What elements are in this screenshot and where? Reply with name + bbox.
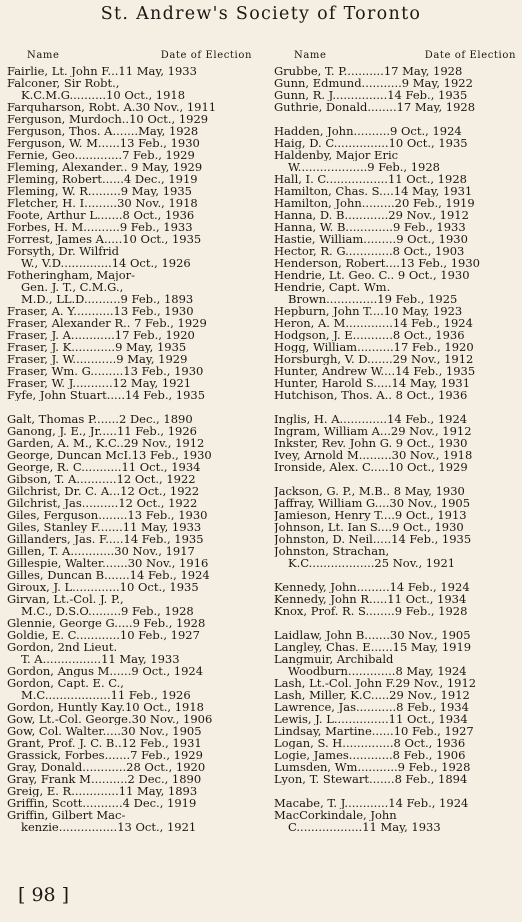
member-entry: Hanna, W. B.............9 Feb., 1933 [274, 221, 466, 233]
member-entry: Jamieson, Henry T....9 Oct., 1913 [274, 509, 467, 521]
member-entry: C..................11 May, 1933 [288, 821, 441, 833]
header-date: Date of Election [424, 50, 516, 61]
member-entry: Fotheringham, Major- [7, 269, 136, 281]
member-entry: Fraser, J. K............9 May, 1935 [7, 341, 187, 353]
member-entry: Macabe, T. J............14 Feb., 1924 [274, 797, 469, 809]
member-entry: Giroux, J. L.............10 Oct., 1935 [7, 581, 199, 593]
member-entry: Fraser, Alexander R.. 7 Feb., 1929 [7, 317, 207, 329]
member-entry: Jaffray, William G....30 Nov., 1905 [274, 497, 471, 509]
member-entry: Gray, Donald............28 Oct., 1920 [7, 761, 206, 773]
member-entry: Lumsden, Wm...........9 Feb., 1928 [274, 761, 471, 773]
member-entry: Knox, Prof. R. S........9 Feb., 1928 [274, 605, 468, 617]
member-entry: Johnston, Strachan, [274, 545, 390, 557]
page-number: [ 98 ] [18, 884, 70, 906]
header-name: Name [294, 50, 327, 61]
member-entry: Lash, Miller, K.C.....29 Nov., 1912 [274, 689, 470, 701]
member-entry: Laidlaw, John B.......30 Nov., 1905 [274, 629, 471, 641]
member-entry: Fleming, Alexander.. 9 May, 1929 [7, 161, 203, 173]
member-entry: Henderson, Robert....13 Feb., 1930 [274, 257, 480, 269]
member-entry: Ganong, J. E., Jr.....11 Feb., 1926 [7, 425, 198, 437]
member-entry: Girvan, Lt.-Col. J. P., [7, 593, 124, 605]
member-entry: Hodgson, J. E...........8 Oct., 1936 [274, 329, 465, 341]
member-entry: Hepburn, John T....10 May, 1923 [274, 305, 463, 317]
member-entry: Fraser, A. Y...........13 Feb., 1930 [7, 305, 194, 317]
member-entry: Woodburn.............8 May, 1924 [288, 665, 467, 677]
member-entry: Farquharson, Robt. A.30 Nov., 1911 [7, 101, 217, 113]
member-entry: Foote, Arthur L.......8 Oct., 1936 [7, 209, 195, 221]
member-entry: K.C..................25 Nov., 1921 [288, 557, 456, 569]
member-entry: Johnson, Lt. Ian S....9 Oct., 1930 [274, 521, 464, 533]
member-entry: Fraser, Wm. G.........13 Feb., 1930 [7, 365, 204, 377]
member-entry: Giles, Stanley F.......11 May, 1933 [7, 521, 202, 533]
member-entry: Ingram, William A...29 Nov., 1912 [274, 425, 472, 437]
member-entry: Grassick, Forbes.......7 Feb., 1929 [7, 749, 203, 761]
title-text: St. Andrew's Society of Toronto [100, 4, 422, 24]
member-entry: W., V.D..............14 Oct., 1926 [21, 257, 191, 269]
column-header [7, 50, 252, 65]
member-entry: Lash, Lt.-Col. John F.29 Nov., 1912 [274, 677, 477, 689]
member-entry: Kennedy, John.........14 Feb., 1924 [274, 581, 470, 593]
member-entry: Gillanders, Jas. F.....14 Feb., 1935 [7, 533, 204, 545]
member-entry: Hendrie, Lt. Geo. C.. 9 Oct., 1930 [274, 269, 470, 281]
member-entry: Hanna, D. B............29 Nov., 1912 [274, 209, 469, 221]
member-entry: Gen. J. T., C.M.G., [21, 281, 124, 293]
member-entry: Inglis, H. A.............14 Feb., 1924 [274, 413, 468, 425]
member-entry: Langmuir, Archibald [274, 653, 394, 665]
member-entry: Fyfe, John Stuart.....14 Feb., 1935 [7, 389, 206, 401]
member-entry: K.C.M.G..........10 Oct., 1918 [21, 89, 186, 101]
member-entry: Hall, I. C.................11 Oct., 1928 [274, 173, 467, 185]
member-entry: Ferguson, W. M......13 Feb., 1930 [7, 137, 200, 149]
member-entry: Fairlie, Lt. John F...11 May, 1933 [7, 65, 197, 77]
member-entry: Hamilton, Chas. S....14 May, 1931 [274, 185, 473, 197]
member-entry: Goldie, E. C............10 Feb., 1927 [7, 629, 200, 641]
member-entry: MacCorkindale, John [274, 809, 397, 821]
member-entry: M.C..................11 Feb., 1926 [21, 689, 191, 701]
member-entry: Gillen, T. A............30 Nov., 1917 [7, 545, 195, 557]
member-entry: Gillespie, Walter.......30 Nov., 1916 [7, 557, 209, 569]
member-entry: M.D., LL.D..........9 Feb., 1893 [21, 293, 194, 305]
member-entry: T. A................11 May, 1933 [21, 653, 180, 665]
member-entry: Hamilton, John.........20 Feb., 1919 [274, 197, 475, 209]
member-entry: Ferguson, Thos. A.......May, 1928 [7, 125, 199, 137]
member-entry: Gordon, 2nd Lieut. [7, 641, 118, 653]
member-entry: Heron, A. M.............14 Feb., 1924 [274, 317, 473, 329]
member-entry: Gow, Lt.-Col. George.30 Nov., 1906 [7, 713, 213, 725]
left-column [7, 50, 252, 833]
member-entry: Fleming, Robert......4 Dec., 1919 [7, 173, 198, 185]
member-entry: Hector, R. G.............8 Oct., 1903 [274, 245, 465, 257]
member-entry: Lindsay, Martine......10 Feb., 1927 [274, 725, 474, 737]
member-entry: Jackson, G. P., M.B.. 8 May, 1930 [274, 485, 465, 497]
member-entry: Hadden, John..........9 Oct., 1924 [274, 125, 462, 137]
member-entry: Gilchrist, Dr. C. A...12 Oct., 1922 [7, 485, 200, 497]
member-entry: Fraser, J. W............9 May, 1929 [7, 353, 188, 365]
member-entry: Guthrie, Donald........17 May, 1928 [274, 101, 476, 113]
right-column [274, 50, 516, 833]
member-entry: Falconer, Sir Robt., [7, 77, 120, 89]
member-entry: Gunn, Edmund...........9 May, 1922 [274, 77, 473, 89]
header-name: Name [27, 50, 60, 61]
member-entry: Gordon, Huntly Kay.10 Oct., 1918 [7, 701, 204, 713]
member-entry: Gordon, Angus M......9 Oct., 1924 [7, 665, 204, 677]
member-entry: Ironside, Alex. C.....10 Oct., 1929 [274, 461, 468, 473]
member-entry: Fletcher, H. I.........30 Nov., 1918 [7, 197, 198, 209]
page-title [0, 4, 522, 24]
member-entry: Hogg, William..........17 Feb., 1920 [274, 341, 474, 353]
member-entry: George, Duncan McI.13 Feb., 1930 [7, 449, 212, 461]
member-entry: Lawrence, Jas...........8 Feb., 1934 [274, 701, 469, 713]
member-entry: Hutchison, Thos. A.. 8 Oct., 1936 [274, 389, 468, 401]
member-entry: Hunter, Harold S.....14 May, 1931 [274, 377, 471, 389]
member-entry: Hendrie, Capt. Wm. [274, 281, 391, 293]
member-entry: Lyon, T. Stewart.......8 Feb., 1894 [274, 773, 468, 785]
member-entry: Gilchrist, Jas..........12 Oct., 1922 [7, 497, 198, 509]
member-entry: Langley, Chas. E......15 May, 1919 [274, 641, 472, 653]
member-entry: Inkster, Rev. John G. 9 Oct., 1930 [274, 437, 468, 449]
column-header [274, 50, 516, 65]
member-entry: Haig, D. C...............10 Oct., 1935 [274, 137, 468, 149]
member-entry: Griffin, Gilbert Mac- [7, 809, 126, 821]
member-entry: Fleming, W. R.........9 May, 1935 [7, 185, 192, 197]
member-entry: Fernie, Geo.............7 Feb., 1929 [7, 149, 195, 161]
header-date: Date of Election [160, 50, 252, 61]
member-entry: George, R. C...........11 Oct., 1934 [7, 461, 201, 473]
member-entry: Glennie, George G.....9 Feb., 1928 [7, 617, 206, 629]
member-entry: Forrest, James A.....10 Oct., 1935 [7, 233, 202, 245]
member-entry: Gray, Frank M..........2 Dec., 1890 [7, 773, 202, 785]
member-entry: Grubbe, T. P...........17 May, 1928 [274, 65, 463, 77]
member-entry: Greig, E. R.............11 May, 1893 [7, 785, 198, 797]
member-entry: Gibson, T. A...........12 Oct., 1922 [7, 473, 196, 485]
member-entry: Brown..............19 Feb., 1925 [288, 293, 458, 305]
member-entry: Fraser, W. J...........12 May, 1921 [7, 377, 192, 389]
member-entry: Giles, Ferguson........13 Feb., 1930 [7, 509, 208, 521]
member-entry: Logie, James............8 Feb., 1906 [274, 749, 466, 761]
member-entry: Gordon, Capt. E. C., [7, 677, 124, 689]
member-entry: Ivey, Arnold M.........30 Nov., 1918 [274, 449, 473, 461]
member-entry: W...................9 Feb., 1928 [288, 161, 440, 173]
member-entry: Forbes, H. M..........9 Feb., 1933 [7, 221, 193, 233]
member-entry: Gow, Col. Walter.....30 Nov., 1905 [7, 725, 202, 737]
member-entry: Johnston, D. Neil.....14 Feb., 1935 [274, 533, 472, 545]
member-entry: Kennedy, John R.....11 Oct., 1934 [274, 593, 467, 605]
member-entry: Ferguson, Murdoch..10 Oct., 1929 [7, 113, 209, 125]
member-entry: kenzie................13 Oct., 1921 [21, 821, 197, 833]
member-entry: Horsburgh, V. D.......29 Nov., 1912 [274, 353, 474, 365]
member-entry: Hastie, William.........9 Oct., 1930 [274, 233, 468, 245]
member-entry: Gunn, R. J...............14 Feb., 1935 [274, 89, 468, 101]
member-entry: Forsyth, Dr. Wilfrid [7, 245, 120, 257]
member-entry: Fraser, J. A............17 Feb., 1920 [7, 329, 195, 341]
member-entry: Griffin, Scott...........4 Dec., 1919 [7, 797, 197, 809]
member-entry: Lewis, J. L...............11 Oct., 1934 [274, 713, 468, 725]
member-entry: M.C., D.S.O.........9 Feb., 1928 [21, 605, 194, 617]
member-entry: Gilles, Duncan B.......14 Feb., 1924 [7, 569, 210, 581]
member-entry: Grant, Prof. J. C. B..12 Feb., 1931 [7, 737, 202, 749]
member-entry: Logan, S. H..............8 Oct., 1936 [274, 737, 466, 749]
left-entry-list [7, 65, 252, 833]
member-entry: Haldenby, Major Eric [274, 149, 399, 161]
member-entry: Galt, Thomas P.......2 Dec., 1890 [7, 413, 193, 425]
member-entry: Garden, A. M., K.C..29 Nov., 1912 [7, 437, 205, 449]
right-entry-list [274, 65, 516, 833]
member-entry: Hunter, Andrew W....14 Feb., 1935 [274, 365, 476, 377]
